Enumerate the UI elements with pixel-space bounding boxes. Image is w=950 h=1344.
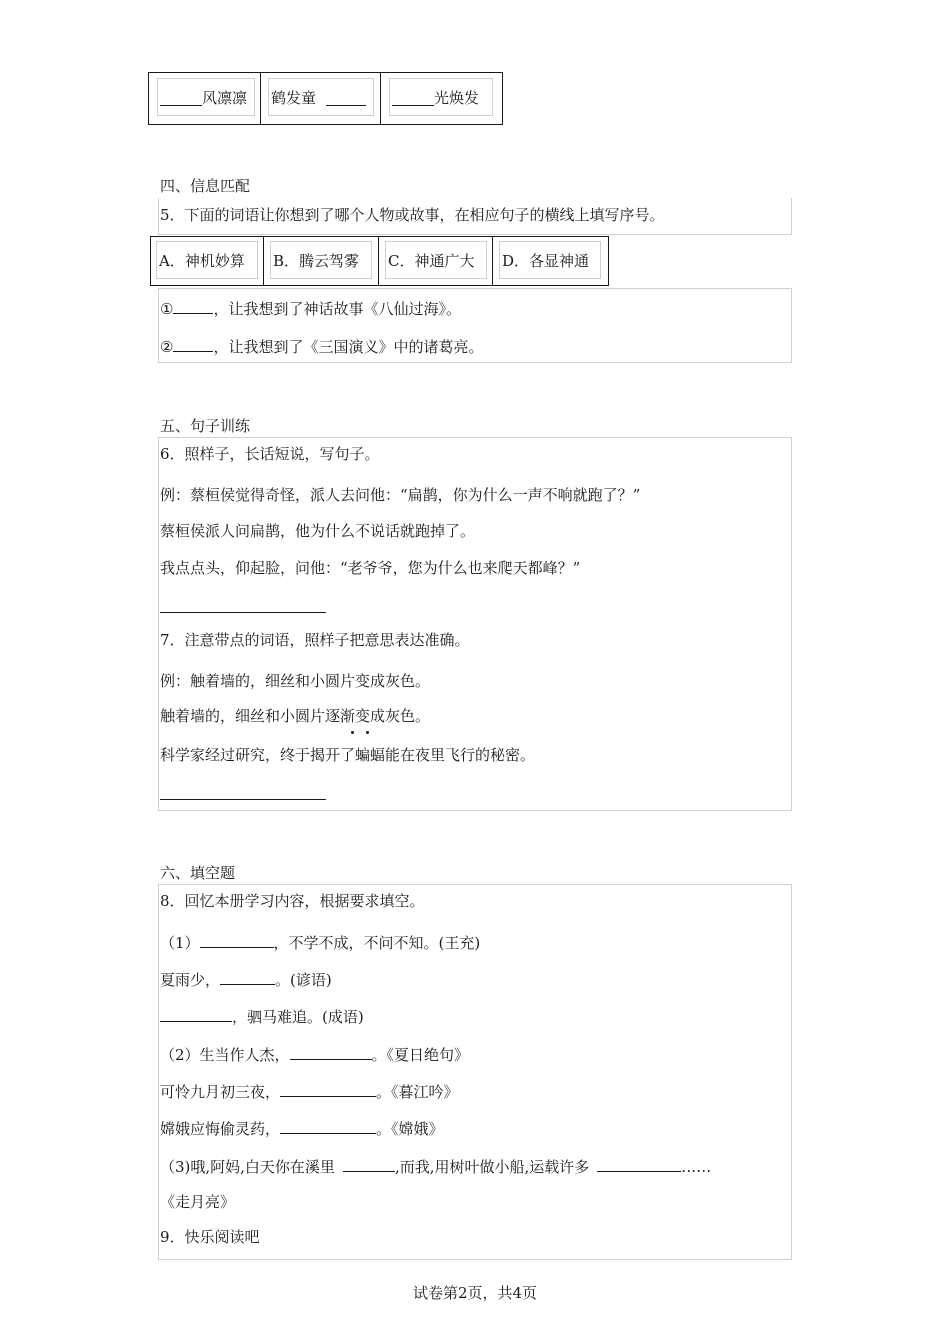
- idiom-table-divider-2: [380, 72, 381, 124]
- emphasis-dot: [351, 731, 354, 734]
- q8-line-1: [160, 931, 480, 953]
- q6-task: 我点点头，仰起脸，问他：“老爷爷，您为什么也来爬天都峰？”: [160, 559, 581, 577]
- item-2-text: ，让我想到了《三国演义》中的诸葛亮。: [213, 338, 484, 356]
- blank-line[interactable]: [220, 968, 275, 985]
- q8-line-7-pre: （3)哦,阿妈,白天你在溪里: [160, 1158, 335, 1176]
- idiom-cell-2-text: 鹤发童: [271, 88, 317, 107]
- option-b: [270, 241, 372, 279]
- q5-item-1: [160, 297, 461, 319]
- option-c-label: C．神通广大: [388, 251, 475, 270]
- blank-line[interactable]: [280, 1117, 376, 1134]
- q8-prompt: 8．回忆本册学习内容，根据要求填空。: [160, 892, 425, 910]
- blank-line[interactable]: [173, 297, 213, 314]
- q6-answer-line[interactable]: [160, 612, 326, 613]
- q6-example: 例：蔡桓侯觉得奇怪，派人去问他：“扁鹊，你为什么一声不响就跑了？”: [160, 486, 641, 504]
- q8-line-7: [160, 1155, 711, 1177]
- q8-line-4-pre: （2）生当作人杰，: [160, 1046, 290, 1064]
- option-a: [156, 241, 258, 279]
- q8-line-5: [160, 1080, 459, 1102]
- idiom-cell-3-text: 光焕发: [434, 88, 480, 107]
- q8-line-2-pre: 夏雨少，: [160, 971, 221, 989]
- options-divider-1: [263, 236, 264, 285]
- q6-example-answer: 蔡桓侯派人问扁鹊，他为什么不说话就跑掉了。: [160, 522, 476, 540]
- page-footer: 试卷第2页，共4页: [412, 1284, 538, 1302]
- blank-line[interactable]: [280, 1080, 376, 1097]
- q8-line-1-post: ，不学不成，不问不知。(王充): [273, 934, 481, 952]
- q8-line-7-mid: ,而我,用树叶做小船,运载许多: [394, 1158, 590, 1176]
- idiom-cell-2: [268, 78, 374, 116]
- option-b-label: B．腾云驾雾: [273, 251, 360, 270]
- q8-line-6: [160, 1117, 444, 1139]
- q7-answer-line[interactable]: [160, 799, 326, 800]
- q9-prompt: 9．快乐阅读吧: [160, 1228, 260, 1246]
- q8-line-3-post: ，驷马难追。(成语): [232, 1008, 364, 1026]
- q8-line-3: [160, 1005, 364, 1027]
- item-1-number: ①: [160, 300, 174, 318]
- q8-line-5-post: 。《暮江吟》: [376, 1083, 459, 1101]
- q8-line-5-pre: 可怜九月初三夜，: [160, 1083, 281, 1101]
- q6-prompt: 6．照样子，长话短说，写句子。: [160, 445, 380, 463]
- q7-task: 科学家经过研究，终于揭开了蝙蝠能在夜里飞行的秘密。: [160, 746, 536, 764]
- section-6-heading: 六、填空题: [160, 864, 236, 882]
- options-divider-3: [492, 236, 493, 285]
- q8-line-4-post: 。《夏日绝句》: [371, 1046, 470, 1064]
- q7-example-answer: 触着墙的，细丝和小圆片逐渐变成灰色。: [160, 707, 431, 725]
- blank-line[interactable]: [392, 89, 434, 106]
- idiom-cell-1: [157, 78, 255, 116]
- section-5-heading: 五、句子训练: [160, 417, 251, 435]
- q8-line-6-pre: 嫦娥应悔偷灵药，: [160, 1120, 281, 1138]
- option-d-label: D．各显神通: [502, 251, 590, 270]
- idiom-cell-3: [389, 78, 493, 116]
- section-4-heading: 四、信息匹配: [160, 177, 251, 195]
- blank-line[interactable]: [200, 931, 274, 948]
- q5-prompt: 5．下面的词语让你想到了哪个人物或故事，在相应句子的横线上填写序号。: [160, 206, 665, 224]
- q7-prompt: 7．注意带点的词语，照样子把意思表达准确。: [160, 631, 470, 649]
- q8-line-2-post: 。(谚语): [275, 971, 332, 989]
- q8-line-6-post: 。《嫦娥》: [376, 1120, 444, 1138]
- q5-item-2: [160, 335, 483, 357]
- item-2-number: ②: [160, 338, 174, 356]
- q8-line-4: [160, 1043, 469, 1065]
- option-a-label: A．神机妙算: [159, 251, 245, 270]
- blank-line[interactable]: [160, 89, 202, 106]
- q7-example: 例：触着墙的，细丝和小圆片变成灰色。: [160, 672, 431, 690]
- q8-line-7-post: ……: [681, 1158, 712, 1176]
- blank-line[interactable]: [290, 1043, 372, 1060]
- option-d: [499, 241, 601, 279]
- blank-line[interactable]: [343, 1155, 395, 1172]
- blank-line[interactable]: [326, 89, 366, 106]
- blank-line[interactable]: [160, 1005, 232, 1022]
- q8-line-8: 《走月亮》: [160, 1193, 236, 1211]
- emphasis-dot: [366, 731, 369, 734]
- blank-line[interactable]: [597, 1155, 681, 1172]
- option-c: [385, 241, 487, 279]
- idiom-table-divider-1: [260, 72, 261, 124]
- options-divider-2: [378, 236, 379, 285]
- blank-line[interactable]: [173, 335, 213, 352]
- q8-line-2: [160, 968, 332, 990]
- item-1-text: ，让我想到了神话故事《八仙过海》。: [213, 300, 461, 318]
- q8-line-1-pre: （1）: [160, 934, 200, 952]
- idiom-cell-1-text: 风凛凛: [202, 88, 248, 107]
